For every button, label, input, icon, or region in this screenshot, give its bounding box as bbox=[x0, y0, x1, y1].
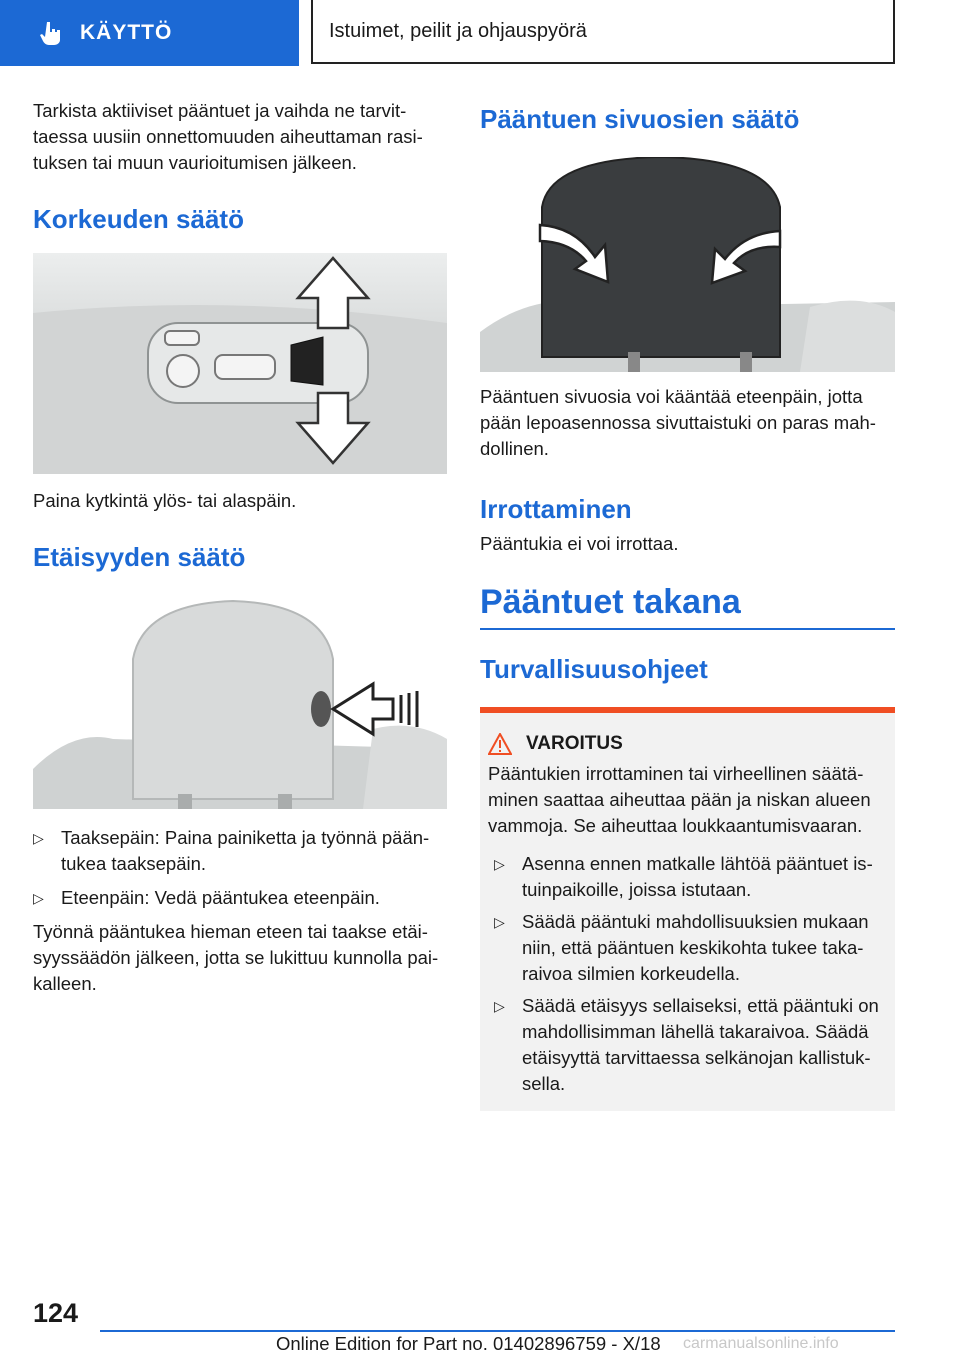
headrest-button-image bbox=[33, 599, 447, 809]
chapter-title: Istuimet, peilit ja ohjauspyörä bbox=[329, 19, 587, 42]
warning-triangle-icon bbox=[488, 733, 512, 755]
edition-text: Online Edition for Part no. 01402896759 - X/18 bbox=[276, 1333, 661, 1354]
warning-text: Pääntukien irrottaminen tai virheellinen säätäminen saattaa aiheuttaa pään ja niskan alueen vammoja. Se aiheuttaa loukkaantumisvaaran. bbox=[488, 763, 871, 836]
right-column bbox=[480, 98, 895, 1111]
seat-switch-image bbox=[33, 253, 447, 474]
list-item: ▷ Taaksepäin: Paina painiketta ja työnnä pääntukea taaksepäin. bbox=[33, 827, 430, 874]
list-item: ▷ Asenna ennen matkalle lähtöä pääntuet istuinpaikoille, joissa istutaan. bbox=[494, 853, 873, 900]
warning-title-row bbox=[480, 713, 895, 755]
height-caption: Paina kytkintä ylös- tai alaspäin. bbox=[33, 490, 297, 511]
distance-after-text: Työnnä pääntukea hieman eteen tai taakse etäisyyssäädön jälkeen, jotta se lukittuu kunnolla paikalleen. bbox=[33, 921, 439, 994]
triangle-bullet-icon: ▷ bbox=[494, 998, 505, 1014]
side-caption: Pääntuen sivuosia voi kääntää eteenpäin, jotta pään lepoasennossa sivuttaistuki on paras mahdollinen. bbox=[480, 386, 876, 459]
pointing-hand-icon bbox=[38, 20, 64, 46]
warning-box bbox=[480, 707, 895, 1111]
triangle-bullet-icon: ▷ bbox=[494, 856, 505, 872]
safety-heading: Turvallisuusohjeet bbox=[480, 654, 708, 684]
left-column bbox=[33, 98, 447, 997]
headrest-wings-image bbox=[480, 157, 895, 372]
distance-bullet-list bbox=[33, 825, 447, 911]
remove-text: Pääntukia ei voi irrottaa. bbox=[480, 533, 679, 554]
section-tab bbox=[0, 0, 299, 66]
watermark: carmanualsonline.info bbox=[683, 1335, 839, 1352]
footer-divider bbox=[100, 1330, 895, 1332]
seat-switch-illustration bbox=[33, 253, 447, 474]
list-item: ▷ Säädä etäisyys sellaiseksi, että pääntuki on mahdollisimman lähellä takaraivoa. Säädä etäisyyttä tarvittaessa selkänojan kallistuksella. bbox=[494, 995, 879, 1094]
warning-bullet-list bbox=[494, 851, 895, 1111]
headrest-illustration bbox=[33, 599, 447, 809]
rear-heading: Pääntuet takana bbox=[480, 583, 895, 630]
list-item: ▷ Säädä pääntuki mahdollisuuksien mukaan niin, että pääntuen keskikohta tukee takaraivoa silmien korkeudella. bbox=[494, 911, 869, 984]
warning-title: VAROITUS bbox=[526, 733, 623, 754]
triangle-bullet-icon: ▷ bbox=[33, 830, 44, 846]
triangle-bullet-icon: ▷ bbox=[494, 914, 505, 930]
section-title: KÄYTTÖ bbox=[80, 21, 173, 44]
intro-text: Tarkista aktiiviset pääntuet ja vaihda ne tarvittaessa uusiin onnettomuuden aiheuttaman rasituksen tai muun vaurioitumisen jälkeen. bbox=[33, 100, 423, 173]
page-number: 124 bbox=[33, 1298, 79, 1328]
list-item: ▷ Eteenpäin: Vedä pääntukea eteenpäin. bbox=[33, 885, 447, 911]
distance-heading: Etäisyyden säätö bbox=[33, 542, 246, 572]
height-heading: Korkeuden säätö bbox=[33, 204, 244, 234]
headrest-wings-illustration bbox=[480, 157, 895, 372]
triangle-bullet-icon: ▷ bbox=[33, 890, 44, 906]
remove-heading: Irrottaminen bbox=[480, 494, 632, 524]
chapter-box bbox=[311, 0, 895, 64]
side-heading: Pääntuen sivuosien säätö bbox=[480, 104, 800, 134]
